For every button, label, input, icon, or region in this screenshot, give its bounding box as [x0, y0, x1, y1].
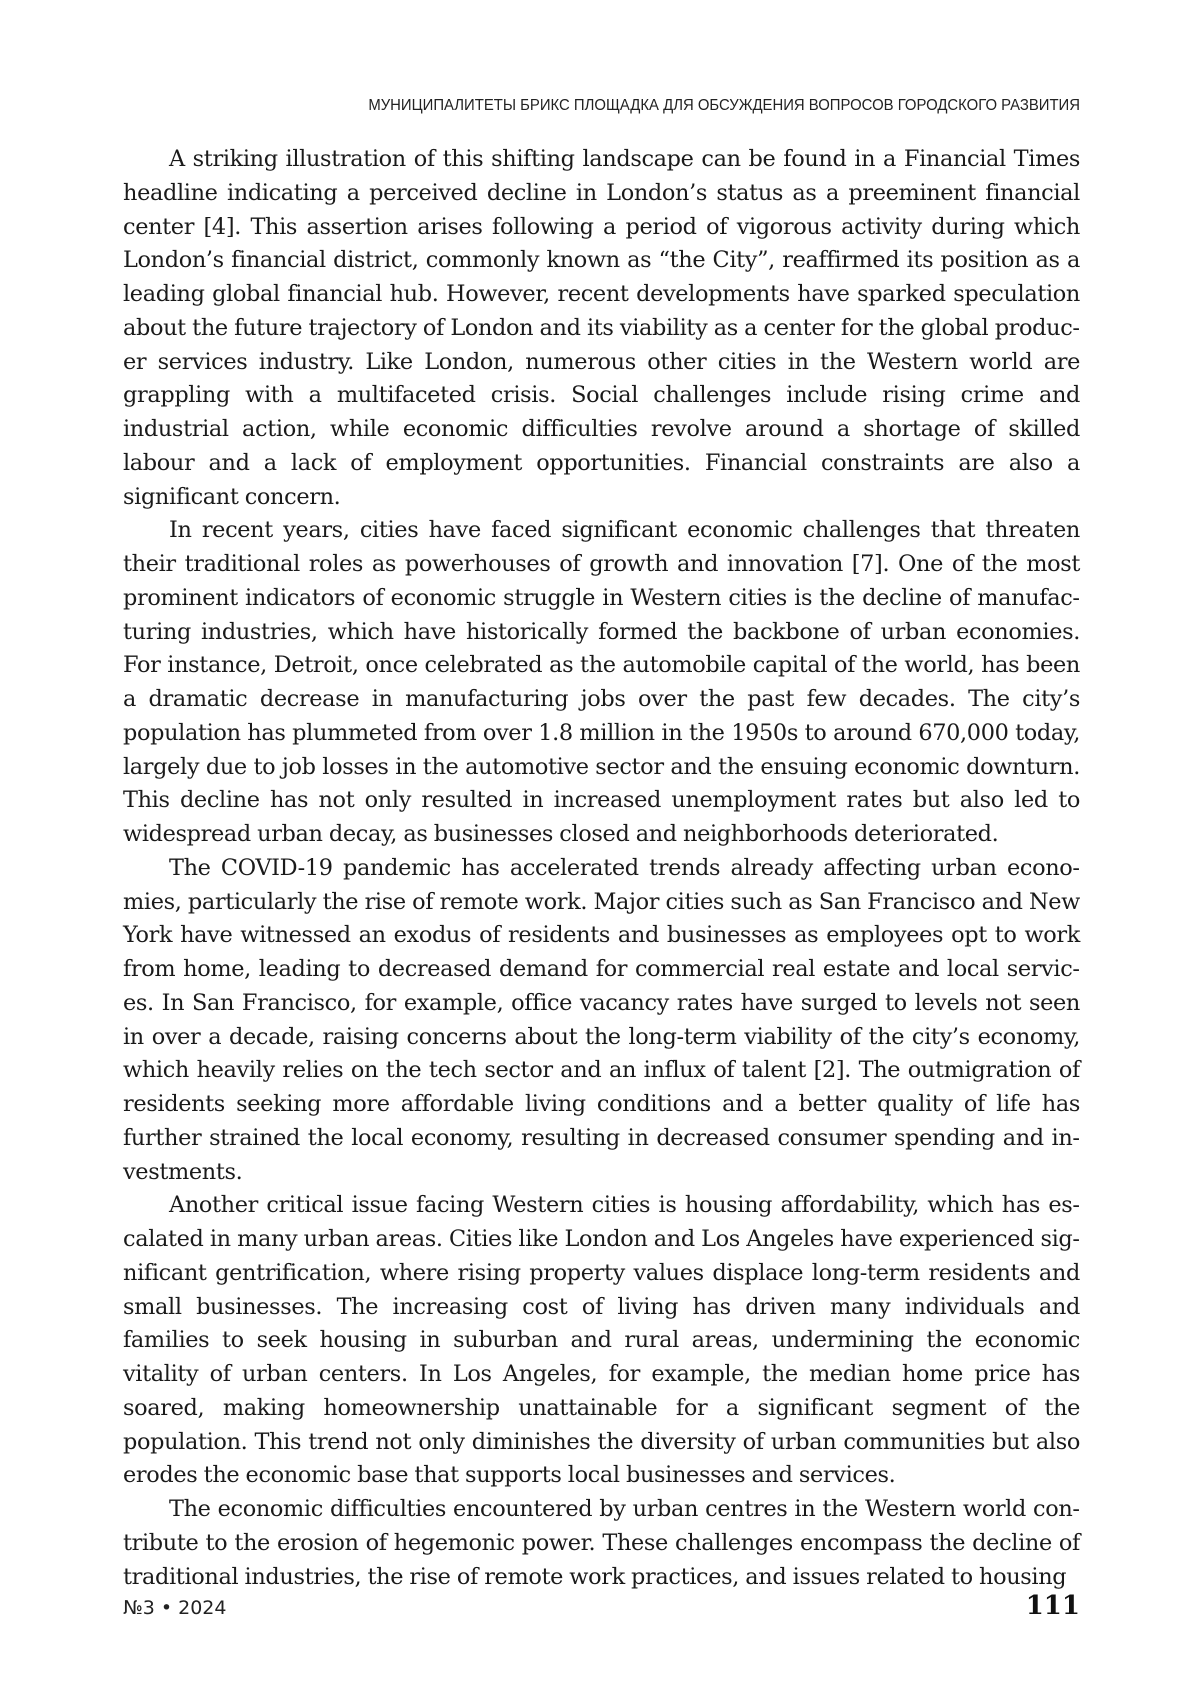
paragraph: Another critical issue facing Western cities is housing affordability, which has escalated in many urban areas. Cities like London and Los Angeles have experienced significant gentrification, where rising property values displace long-term residents and small businesses. The increasing cost of living has driven many individuals and families to seek housing in suburban and rural areas, undermining the economic vitality of urban centers. In Los Angeles, for example, the median home price has soared, making homeownership unattainable for a significant segment of the population. This trend not only diminishes the diversity of urban communities but also erodes the economic base that supports local businesses and services. [123, 1192, 1080, 1489]
running-header: МУНИЦИПАЛИТЕТЫ БРИКС ПЛОЩАДКА ДЛЯ ОБСУЖДЕНИЯ ВОПРОСОВ ГОРОДСКОГО РАЗВИТИЯ [368, 97, 1080, 114]
paragraph: In recent years, cities have faced significant economic challenges that threaten their traditional roles as powerhouses of growth and innovation [7]. One of the most prominent indicators of economic struggle in Western cities is the decline of manufacturing industries, which have historically formed the backbone of urban economies. For instance, Detroit, once celebrated as the automobile capital of the world, has been a dramatic decrease in manufacturing jobs over the past few decades. The city’s population has plummeted from over 1.8 million in the 1950s to around 670,000 today, largely due to job losses in the automotive sector and the ensuing economic downturn. This decline has not only resulted in increased unemployment rates but also led to widespread urban decay, as businesses closed and neighborhoods deteriorated. [123, 517, 1080, 847]
journal-issue: №3 • 2024 [123, 1597, 227, 1619]
article-body [123, 143, 1080, 1594]
paragraph: The economic difficulties encountered by urban centres in the Western world contribute to the erosion of hegemonic power. These challenges encompass the decline of traditional industries, the rise of remote work practices, and issues related to housing [123, 1496, 1080, 1590]
paragraph: The COVID-19 pandemic has accelerated trends already affecting urban economies, particularly the rise of remote work. Major cities such as San Francisco and New York have witnessed an exodus of residents and businesses as employees opt to work from home, leading to decreased demand for commercial real estate and local services. In San Francisco, for example, office vacancy rates have surged to levels not seen in over a decade, raising concerns about the long-term viability of the city’s economy, which heavily relies on the tech sector and an influx of talent [2]. The outmigration of residents seeking more affordable living conditions and a better quality of life has further strained the local economy, resulting in decreased consumer spending and investments. [123, 854, 1080, 1185]
paragraph: A striking illustration of this shifting landscape can be found in a Financial Times headline indicating a perceived decline in London’s status as a preeminent financial center [4]. This assertion arises following a period of vigorous activity during which London’s financial district, commonly known as “the City”, reaffirmed its position as a leading global financial hub. However, recent developments have sparked speculation about the future trajectory of London and its viability as a center for the global producer services industry. Like London, numerous other cities in the Western world are grappling with a multifaceted crisis. Social challenges include rising crime and industrial action, while economic difficulties revolve around a shortage of skilled labour and a lack of employment opportunities. Financial constraints are also a significant concern. [123, 146, 1080, 510]
page-number: 111 [1025, 1591, 1080, 1621]
